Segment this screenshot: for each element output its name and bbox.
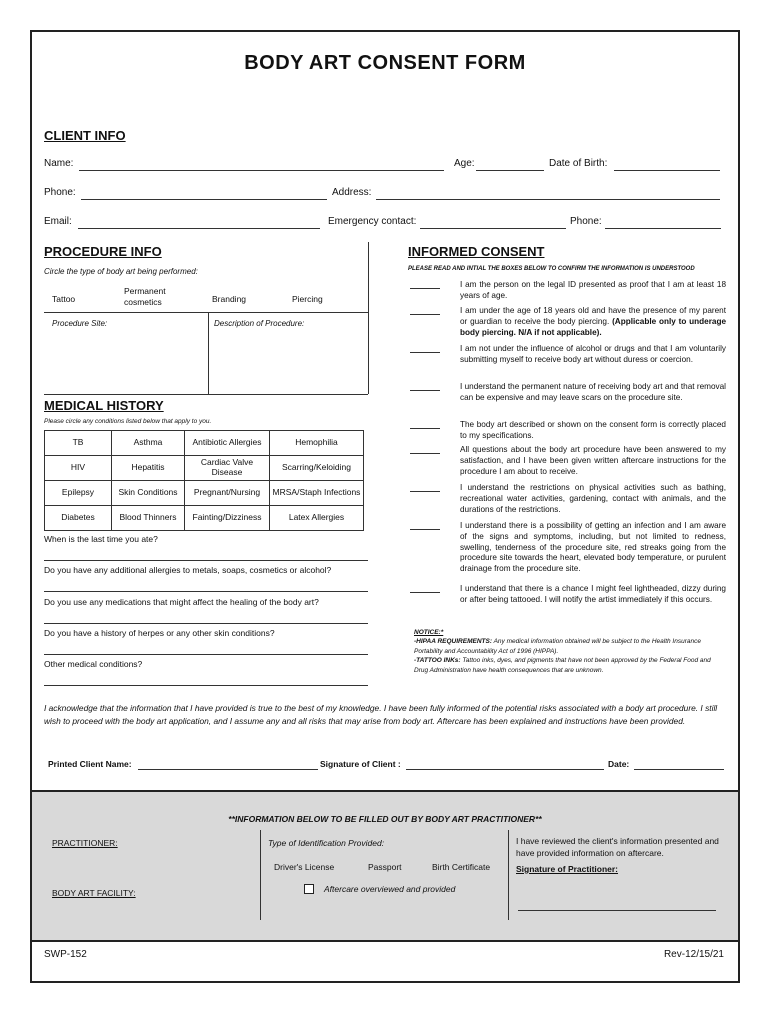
question-allergies: Do you have any additional allergies to metals, soaps, cosmetics or alcohol? xyxy=(44,565,332,575)
answer-last-ate[interactable] xyxy=(44,560,368,561)
emergency-contact-label: Emergency contact: xyxy=(328,216,417,227)
practitioner-heading: **INFORMATION BELOW TO BE FILLED OUT BY BODY ART PRACTITIONER** xyxy=(228,814,542,824)
consent-text-2 xyxy=(460,306,726,338)
consent-form-page xyxy=(30,30,740,983)
aftercare-checkbox[interactable] xyxy=(304,884,314,894)
consent-item-5 xyxy=(410,420,726,442)
condition-antibiotic-allergies[interactable]: Antibiotic Allergies xyxy=(185,431,270,456)
procedure-site-label: Procedure Site: xyxy=(52,319,108,328)
condition-asthma[interactable]: Asthma xyxy=(112,431,185,456)
procedure-right-border xyxy=(368,242,369,394)
id-type-label: Type of Identification Provided: xyxy=(268,838,385,848)
consent-text-5: The body art described or shown on the consent form is correctly placed to my specifications. xyxy=(460,420,726,440)
review-text: I have reviewed the client's information presented and have provided information on aftercare. xyxy=(516,836,719,858)
inks-text: Tattoo inks, dyes, and pigments that have not been approved by the Federal Food and Drug Administration have health consequences that are unknown. xyxy=(414,657,711,674)
practitioner-divider-right xyxy=(508,830,509,920)
condition-epilepsy[interactable]: Epilepsy xyxy=(45,481,112,506)
practitioner-divider-left xyxy=(260,830,261,920)
printed-name-label: Printed Client Name: xyxy=(48,759,132,769)
consent-text-1: I am the person on the legal ID presented as proof that I am at least 18 years of age. xyxy=(460,280,726,300)
question-other-conditions: Other medical conditions? xyxy=(44,659,143,669)
date-label: Date: xyxy=(608,759,630,769)
dob-field[interactable] xyxy=(614,170,720,171)
phone-label: Phone: xyxy=(44,187,76,198)
client-signature-field[interactable] xyxy=(406,769,604,770)
consent-initial-4[interactable] xyxy=(410,390,440,391)
condition-tb[interactable]: TB xyxy=(45,431,112,456)
procedure-column-divider xyxy=(208,312,209,394)
procedure-description-label: Description of Procedure: xyxy=(214,319,305,328)
form-revision: Rev-12/15/21 xyxy=(663,949,724,960)
consent-initial-7[interactable] xyxy=(410,491,440,492)
procedure-instruction: Circle the type of body art being performed: xyxy=(44,267,198,276)
consent-item-4 xyxy=(410,382,726,404)
acknowledgement-text: I acknowledge that the information that I have provided is true to the best of my knowledge. I have been fully informed of the potential risks associated with a body art procedure. I still wish to proceed with the body art application, and I assume any and all risks that may arise from body art. Aftercare has been explained and instructions have been provided. xyxy=(44,703,718,726)
consent-initial-5[interactable] xyxy=(410,428,440,429)
address-label: Address: xyxy=(332,187,372,198)
informed-consent-heading: INFORMED CONSENT xyxy=(408,244,545,259)
table-row xyxy=(45,506,364,531)
answer-medications[interactable] xyxy=(44,623,368,624)
consent-item-1 xyxy=(410,280,726,302)
consent-initial-2[interactable] xyxy=(410,314,440,315)
name-label: Name: xyxy=(44,158,74,169)
notice-hipaa xyxy=(414,637,726,656)
facility-label[interactable]: BODY ART FACILITY: xyxy=(52,888,136,898)
name-field[interactable] xyxy=(79,170,444,171)
id-type-drivers-license[interactable]: Driver's License xyxy=(274,862,335,872)
client-info-heading: CLIENT INFO xyxy=(44,128,126,143)
printed-name-field[interactable] xyxy=(138,769,318,770)
address-field[interactable] xyxy=(376,199,720,200)
condition-diabetes[interactable]: Diabetes xyxy=(45,506,112,531)
procedure-type-piercing[interactable]: Piercing xyxy=(292,294,323,304)
procedure-bottom-border xyxy=(44,394,368,395)
condition-hepatitis[interactable]: Hepatitis xyxy=(112,456,185,481)
form-code: SWP-152 xyxy=(44,949,87,960)
table-row xyxy=(45,456,364,481)
consent-text-6: All questions about the body art procedure have been answered to my satisfaction, and I have been given written aftercare instructions for the procedure I am about to receive. xyxy=(460,445,726,476)
question-herpes: Do you have a history of herpes or any other skin conditions? xyxy=(44,628,275,638)
id-type-passport[interactable]: Passport xyxy=(368,862,402,872)
answer-herpes[interactable] xyxy=(44,654,368,655)
consent-initial-1[interactable] xyxy=(410,288,440,289)
answer-allergies[interactable] xyxy=(44,591,368,592)
condition-skin-conditions[interactable]: Skin Conditions xyxy=(112,481,185,506)
procedure-type-tattoo[interactable]: Tattoo xyxy=(52,294,76,304)
consent-item-7 xyxy=(410,483,726,515)
age-field[interactable] xyxy=(476,170,544,171)
hipaa-label: -HIPAA REQUIREMENTS: xyxy=(414,638,492,646)
form-title: BODY ART CONSENT FORM xyxy=(244,52,526,74)
consent-text-4: I understand the permanent nature of receiving body art and that removal can be expensive and may leave scars on the procedure site. xyxy=(460,382,726,402)
consent-text-2-main: I am under the age of 18 years old and have the presence of my parent or guardian to receive the body piercing. xyxy=(460,306,726,326)
consent-initial-8[interactable] xyxy=(410,529,440,530)
consent-initial-3[interactable] xyxy=(410,352,440,353)
consent-text-7: I understand the restrictions on physical activities such as bathing, recreational water activities, gardening, contact with animals, and the durations of the restrictions. xyxy=(460,483,726,514)
medical-conditions-table xyxy=(44,430,364,531)
aftercare-label: Aftercare overviewed and provided xyxy=(324,884,456,894)
procedure-divider xyxy=(44,312,368,313)
condition-hemophilia[interactable]: Hemophilia xyxy=(270,431,364,456)
notice-heading: NOTICE:* xyxy=(414,629,444,636)
procedure-info-heading: PROCEDURE INFO xyxy=(44,244,162,259)
informed-consent-instruction: PLEASE READ AND INTIAL THE BOXES BELOW TO CONFIRM THE INFORMATION IS UNDERSTOOD xyxy=(408,266,695,272)
question-last-ate: When is the last time you ate? xyxy=(44,534,158,544)
table-row xyxy=(45,481,364,506)
condition-latex-allergies[interactable]: Latex Allergies xyxy=(270,506,364,531)
email-label: Email: xyxy=(44,216,72,227)
practitioner-signature-label: Signature of Practitioner: xyxy=(516,864,619,874)
condition-scarring-keloiding[interactable]: Scarring/Keloiding xyxy=(270,456,364,481)
emergency-contact-field[interactable] xyxy=(420,228,566,229)
practitioner-section xyxy=(32,790,738,942)
consent-text-2-bold: (Applicable only to underage body piercing. N/A if not applicable). xyxy=(460,316,726,337)
id-type-birth-certificate[interactable]: Birth Certificate xyxy=(432,862,491,872)
notice-inks xyxy=(414,656,726,675)
procedure-type-permanent-cosmetics[interactable]: Permanent cosmetics xyxy=(124,286,166,308)
practitioner-label[interactable]: PRACTITIONER: xyxy=(52,838,118,848)
medical-history-instruction: Please circle any conditions listed below that apply to you. xyxy=(44,418,212,425)
condition-fainting-dizziness[interactable]: Fainting/Dizziness xyxy=(185,506,270,531)
consent-item-2 xyxy=(410,306,726,338)
phone-field[interactable] xyxy=(81,199,327,200)
client-signature-label: Signature of Client : xyxy=(320,759,401,769)
table-row xyxy=(45,431,364,456)
consent-text-8: I understand there is a possibility of getting an infection and I am aware of the signs and symptoms, including, but not limited to redness, swelling, tenderness of the procedure site, red streaks going from the procedure site towards the heart, elevated body temperature, or purulent drainage from the procedure site. xyxy=(460,521,726,574)
procedure-type-branding[interactable]: Branding xyxy=(212,294,247,304)
consent-text-9: I understand that there is a chance I might feel lightheaded, dizzy during or after being tattooed. I will notify the artist immediately if this occurs. xyxy=(460,584,726,604)
consent-item-8 xyxy=(410,521,726,575)
emergency-phone-label: Phone: xyxy=(570,216,602,227)
consent-initial-9[interactable] xyxy=(410,592,440,593)
practitioner-signature-field[interactable] xyxy=(518,910,716,911)
consent-item-6 xyxy=(410,445,726,477)
emergency-phone-field[interactable] xyxy=(605,228,721,229)
email-field[interactable] xyxy=(78,228,320,229)
consent-item-3 xyxy=(410,344,726,366)
answer-other-conditions[interactable] xyxy=(44,685,368,686)
notice-box xyxy=(414,628,726,675)
condition-blood-thinners[interactable]: Blood Thinners xyxy=(112,506,185,531)
inks-label: -TATTOO INKs: xyxy=(414,657,461,665)
question-medications: Do you use any medications that might affect the healing of the body art? xyxy=(44,597,319,607)
consent-text-3: I am not under the influence of alcohol or drugs and that I am voluntarily submitting myself to receive body art without duress or coercion. xyxy=(460,344,726,364)
dob-label: Date of Birth: xyxy=(549,158,608,169)
medical-history-heading: MEDICAL HISTORY xyxy=(44,398,164,413)
condition-hiv[interactable]: HIV xyxy=(45,456,112,481)
consent-initial-6[interactable] xyxy=(410,453,440,454)
condition-mrsa-staph[interactable]: MRSA/Staph Infections xyxy=(270,481,364,506)
consent-item-9 xyxy=(410,584,726,606)
date-field[interactable] xyxy=(634,769,724,770)
condition-pregnant-nursing[interactable]: Pregnant/Nursing xyxy=(185,481,270,506)
age-label: Age: xyxy=(454,158,475,169)
condition-cardiac-valve-disease[interactable]: Cardiac Valve Disease xyxy=(185,456,270,481)
hipaa-text: Any medical information obtained will be subject to the Health Insurance Portability and Accountability Act of 1996 (HIPPA). xyxy=(414,638,701,655)
